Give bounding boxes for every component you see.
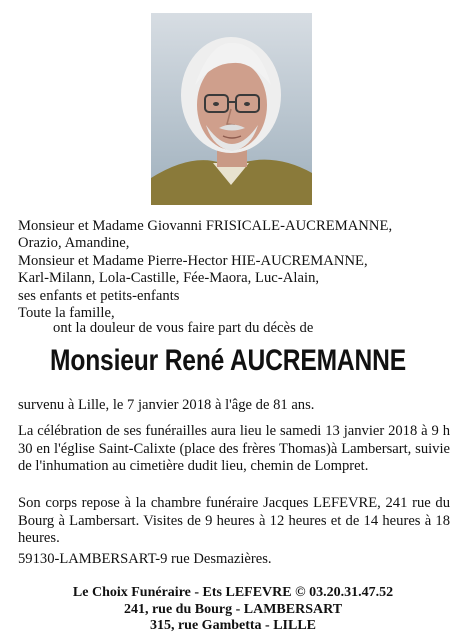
funeral-details: La célébration de ses funérailles aura lieu le samedi 13 janvier 2018 à 9 h 30 en l'église Saint-Calixte (place des frères Thomas)à Lambersart, suivie de l'inhumation au cimetière dudit lieu, chemin de Lompret. (18, 423, 450, 475)
family-line: ses enfants et petits-enfants (18, 287, 180, 304)
viewing-details: Son corps repose à la chambre funéraire Jacques LEFEVRE, 241 rue du Bourg à Lambersart. Visites de 9 heures à 12 heures et de 14 heures à 18 heures. (18, 495, 450, 547)
family-list (18, 218, 392, 322)
footer-line: 315, rue Gambetta - LILLE (149, 618, 317, 633)
family-line: Toute la famille, (18, 304, 115, 321)
death-notice: survenu à Lille, le 7 janvier 2018 à l'âge de 81 ans. (18, 397, 315, 413)
family-address: 59130-LAMBERSART-9 rue Desmazières. (18, 551, 272, 567)
family-line: Karl-Milann, Lola-Castille, Fée-Maora, Luc-Alain, (18, 270, 320, 287)
footer-line: 241, rue du Bourg - LAMBERSART (123, 601, 343, 617)
intro-text: ont la douleur de vous faire part du décès de (53, 320, 314, 336)
family-line: Monsieur et Madame Pierre-Hector HIE-AUCREMANNE, (18, 252, 368, 269)
family-line: Orazio, Amandine, (18, 235, 130, 252)
funeral-home-footer (0, 585, 466, 635)
footer-line: Le Choix Funéraire - Ets LEFEVRE © 03.20.31.47.52 (72, 585, 394, 600)
family-line: Monsieur et Madame Giovanni FRISICALE-AUCREMANNE, (18, 218, 393, 234)
deceased-name: Monsieur René AUCREMANNE (50, 344, 406, 377)
portrait-photo (151, 13, 312, 205)
